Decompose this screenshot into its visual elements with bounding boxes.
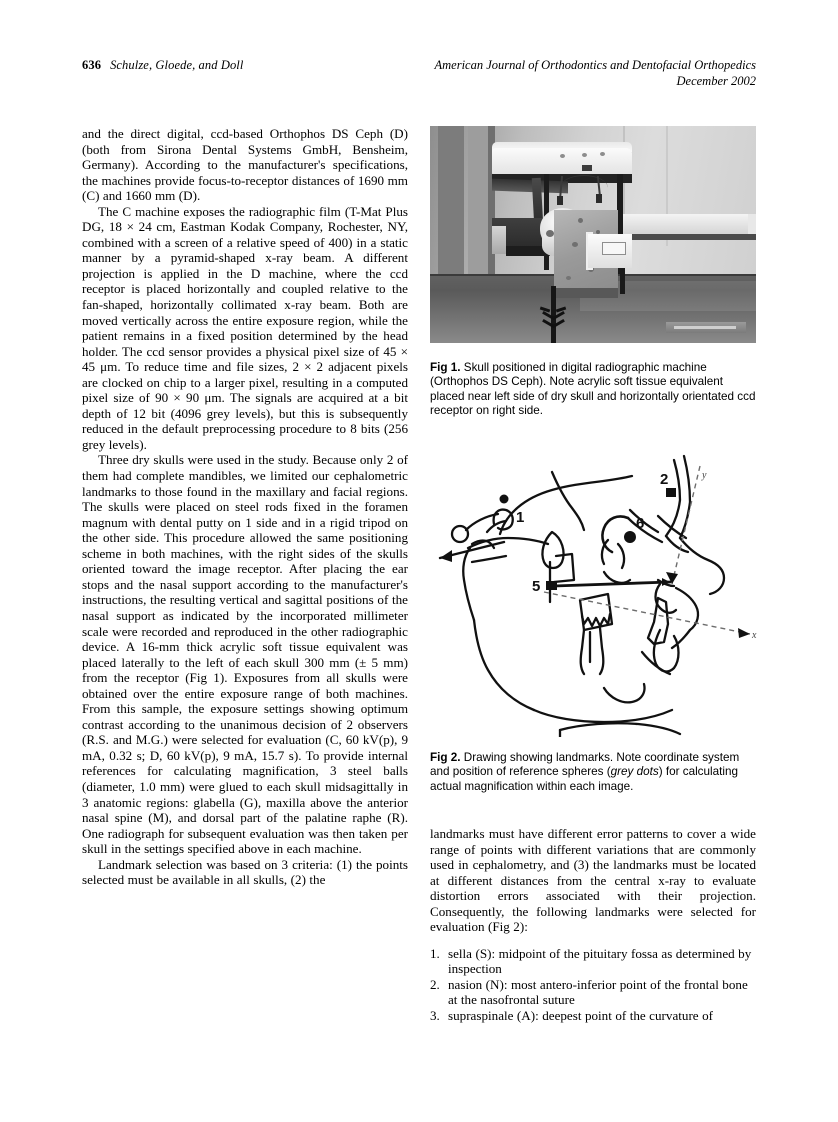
figure-2-caption-emphasis: grey dots — [610, 765, 659, 779]
figure-1-caption-text: Skull positioned in digital radiographic machine (Orthophos DS Ceph). Note acrylic soft tissue equivalent placed near left side of dry skull and horizontally orientated ccd receptor on right side. — [430, 361, 756, 418]
axis-label-x: x — [752, 630, 757, 641]
body-text-left-column — [82, 126, 408, 888]
list-item-number: 1. — [430, 945, 440, 961]
list-item-text: supraspinale (A): deepest point of the curvature of — [448, 1008, 714, 1024]
paragraph: Landmark selection was based on 3 criteria: (1) the points selected must be available in all skulls, (2) the — [82, 856, 408, 888]
list-item-number: 3. — [430, 1008, 440, 1024]
landmark-1-reference-sphere — [500, 495, 509, 504]
paragraph: landmarks must have different error patterns to cover a wide range of points with different variations that are commonly used in cephalometry, and (3) the landmarks must be located at different distances from the central x-ray to evaluate distortion errors associated with their projection. Consequently, the following landmarks were selected for evaluation (Fig 2): — [430, 826, 756, 935]
list-item-text: sella (S): midpoint of the pituitary fossa as determined by inspection — [448, 945, 752, 977]
mandible-lower-border — [534, 710, 672, 722]
photo-machine-housing — [492, 148, 632, 176]
photo-housing-label — [582, 165, 592, 171]
list-item — [430, 1008, 756, 1024]
photo-wire-clip — [557, 196, 563, 205]
photo-machine-arm-tip — [748, 214, 756, 234]
figure-1-photograph — [430, 126, 756, 343]
figure-2-caption-label: Fig 2. — [430, 751, 461, 764]
ethmoid-outline — [618, 544, 624, 568]
list-item-number: 2. — [430, 976, 440, 992]
soft-tissue-forehead-profile — [680, 456, 690, 538]
running-head-authors: Schulze, Gloede, and Doll — [110, 58, 244, 72]
coordinate-system — [544, 466, 750, 634]
running-head — [82, 58, 756, 102]
photo-dry-skull-orbit — [546, 230, 554, 237]
axis-label-y: y — [702, 470, 707, 481]
molar-mesial-root — [581, 630, 584, 674]
figure-2-tracing — [432, 452, 762, 737]
mandible-posterior-border — [474, 620, 534, 710]
paragraph: Three dry skulls were used in the study. Because only 2 of them had complete mandibles, we limited our cephalometric landmarks to those found in the maxillary and facial regions. The skulls were placed on steel rods fixed in the foramen magnum with dental putty on 1 side and in a rigid tripod on the other side. This procedure allowed the same positioning scheme in both machines, with the right sides of the skulls oriented toward the image receptor. After placing the ear stops and the nasal support according to the manufacturer's instructions, the resulting vertical and sagittal positions of the nasal support as indicated by the incorporated millimeter scale were recorded and reproduced in the other radiographic device. A 16-mm thick acrylic soft tissue equivalent was placed laterally to the left of each skull 300 mm (± 5 mm) from the receptor (Fig 1). Exposures from all skulls were obtained over the entire exposure range of both machines. From this sample, the exposure settings showing optimum contrast according to the unanimous decision of 2 observers (R.S. and M.G.) were selected for evaluation (C, 60 kV(p), 9 mA, 0.32 s; D, 60 kV(p), 9 mA, 15.7 s). To provide internal references for calculating magnification, 3 steel balls (diameter, 1.0 mm) were glued to each skull midsagittally in 3 anatomic regions: glabella (G), maxilla above the anterior nasal spine (M), and dorsal part of the palatine raphe (R). One radiograph for subsequent evaluation was then taken per skull in the settings specified above in each machine. — [82, 452, 408, 857]
issue-date: December 2002 — [676, 73, 756, 88]
journal-title: American Journal of Orthodontics and Dentofacial Orthopedics — [434, 58, 756, 72]
landmark-label-2: 2 — [660, 471, 669, 488]
molar-distal-root — [600, 628, 603, 674]
mandibular-gonion-notch — [604, 684, 645, 702]
list-item — [430, 946, 756, 977]
pterygomaxillary-fissure — [542, 532, 563, 568]
coordinate-axis-x — [544, 592, 750, 634]
figure-1-caption-label: Fig 1. — [430, 361, 461, 374]
figure-2-caption-text-part1: Drawing showing landmarks. Note coordinate system and position of reference spheres ( — [430, 751, 740, 779]
photo-vertical-rod — [620, 266, 625, 294]
upper-lip-soft-tissue — [676, 588, 698, 630]
photo-wire-clip — [596, 194, 602, 203]
photo-left-receptor-face — [492, 226, 506, 254]
landmark-label-6: 6 — [636, 515, 645, 532]
figure-2-caption-text-part2: ) for calculating actual magnification within each image. — [430, 765, 738, 793]
palatal-plane-line — [554, 582, 670, 586]
landmark-definition-list — [430, 946, 756, 1024]
soft-tissue-nose-profile — [680, 538, 724, 594]
photo-plate-base — [554, 288, 618, 298]
page-number: 636 — [82, 58, 102, 72]
body-text-right-column — [430, 826, 756, 1024]
photo-housing-button — [560, 154, 565, 158]
photo-machine-arm — [622, 214, 756, 234]
photo-background-object-detail — [674, 326, 736, 329]
paragraph: and the direct digital, ccd-based Orthophos DS Ceph (D) (both from Sirona Dental Systems GmbH, Bensheim, Germany). According to the manufacturer's specifications, the machines provide focus-to-receptor distances of 1690 mm (C) and 1660 mm (D). — [82, 126, 408, 204]
orbital-roof-line — [468, 538, 548, 548]
photo-machine-arm-shadow — [622, 234, 756, 240]
coronal-suture-line — [552, 472, 584, 530]
occipital-outline — [463, 548, 474, 620]
nasal-root-line — [658, 516, 686, 538]
landmark-5-marker — [546, 581, 557, 590]
paragraph: The C machine exposes the radiographic film (T-Mat Plus DG, 18 × 24 cm, Eastman Kodak Company, Rochester, NY, combined with a screen of a relative speed of 400) in a static manner by a pyramid-shaped x-ray beam. A different projection is applied in the D machine, where the ccd receptor is placed horizontally and coupled relative to the fan-shaped, horizontally collimated x-ray beam. Both are moved vertically across the entire exposure region, while the patient remains in a fixed position determined by the head holder. The ccd sensor provides a physical pixel size of 45 × 45 μm. To reduce time and file sizes, 2 × 2 adjacent pixels are clocked on chip to a larger pixel, resulting in a computed pixel size of 90 × 90 μm. The signals are acquired at a bit depth of 12 bit (4096 grey levels), but this is subsequently reduced in the default preprocessing procedure to 8 bits (256 grey levels). — [82, 203, 408, 452]
running-head-right — [435, 58, 757, 89]
figure-2-axis-labels — [701, 470, 757, 641]
palatal-vault-curve — [604, 572, 630, 583]
external-auditory-meatus — [452, 526, 468, 542]
list-item-text: nasion (N): most antero-inferior point of the frontal bone at the nasofrontal suture — [448, 976, 748, 1008]
photo-housing-button — [600, 152, 605, 156]
figure-2 — [432, 452, 762, 737]
figure-1 — [430, 126, 756, 343]
landmark-label-1: 1 — [516, 509, 525, 526]
hard-palate-posterior — [472, 556, 506, 562]
running-head-left — [82, 58, 243, 73]
landmark-2-marker — [666, 488, 676, 497]
landmark-label-5: 5 — [532, 578, 541, 595]
soft-tissue-chin-neck — [560, 723, 680, 734]
axis-arrowhead-left — [440, 550, 452, 562]
photo-plate-speckle — [578, 218, 583, 223]
photo-plate-speckle — [572, 242, 578, 247]
figure-2-caption — [430, 751, 756, 794]
list-item — [430, 977, 756, 1008]
photo-housing-button — [582, 153, 587, 157]
photo-ccd-receptor-window — [602, 242, 626, 255]
photo-plate-speckle — [566, 276, 571, 280]
figure-1-caption — [430, 361, 756, 419]
landmark-6-reference-sphere — [624, 531, 636, 543]
landmark-6-curve — [602, 516, 628, 552]
